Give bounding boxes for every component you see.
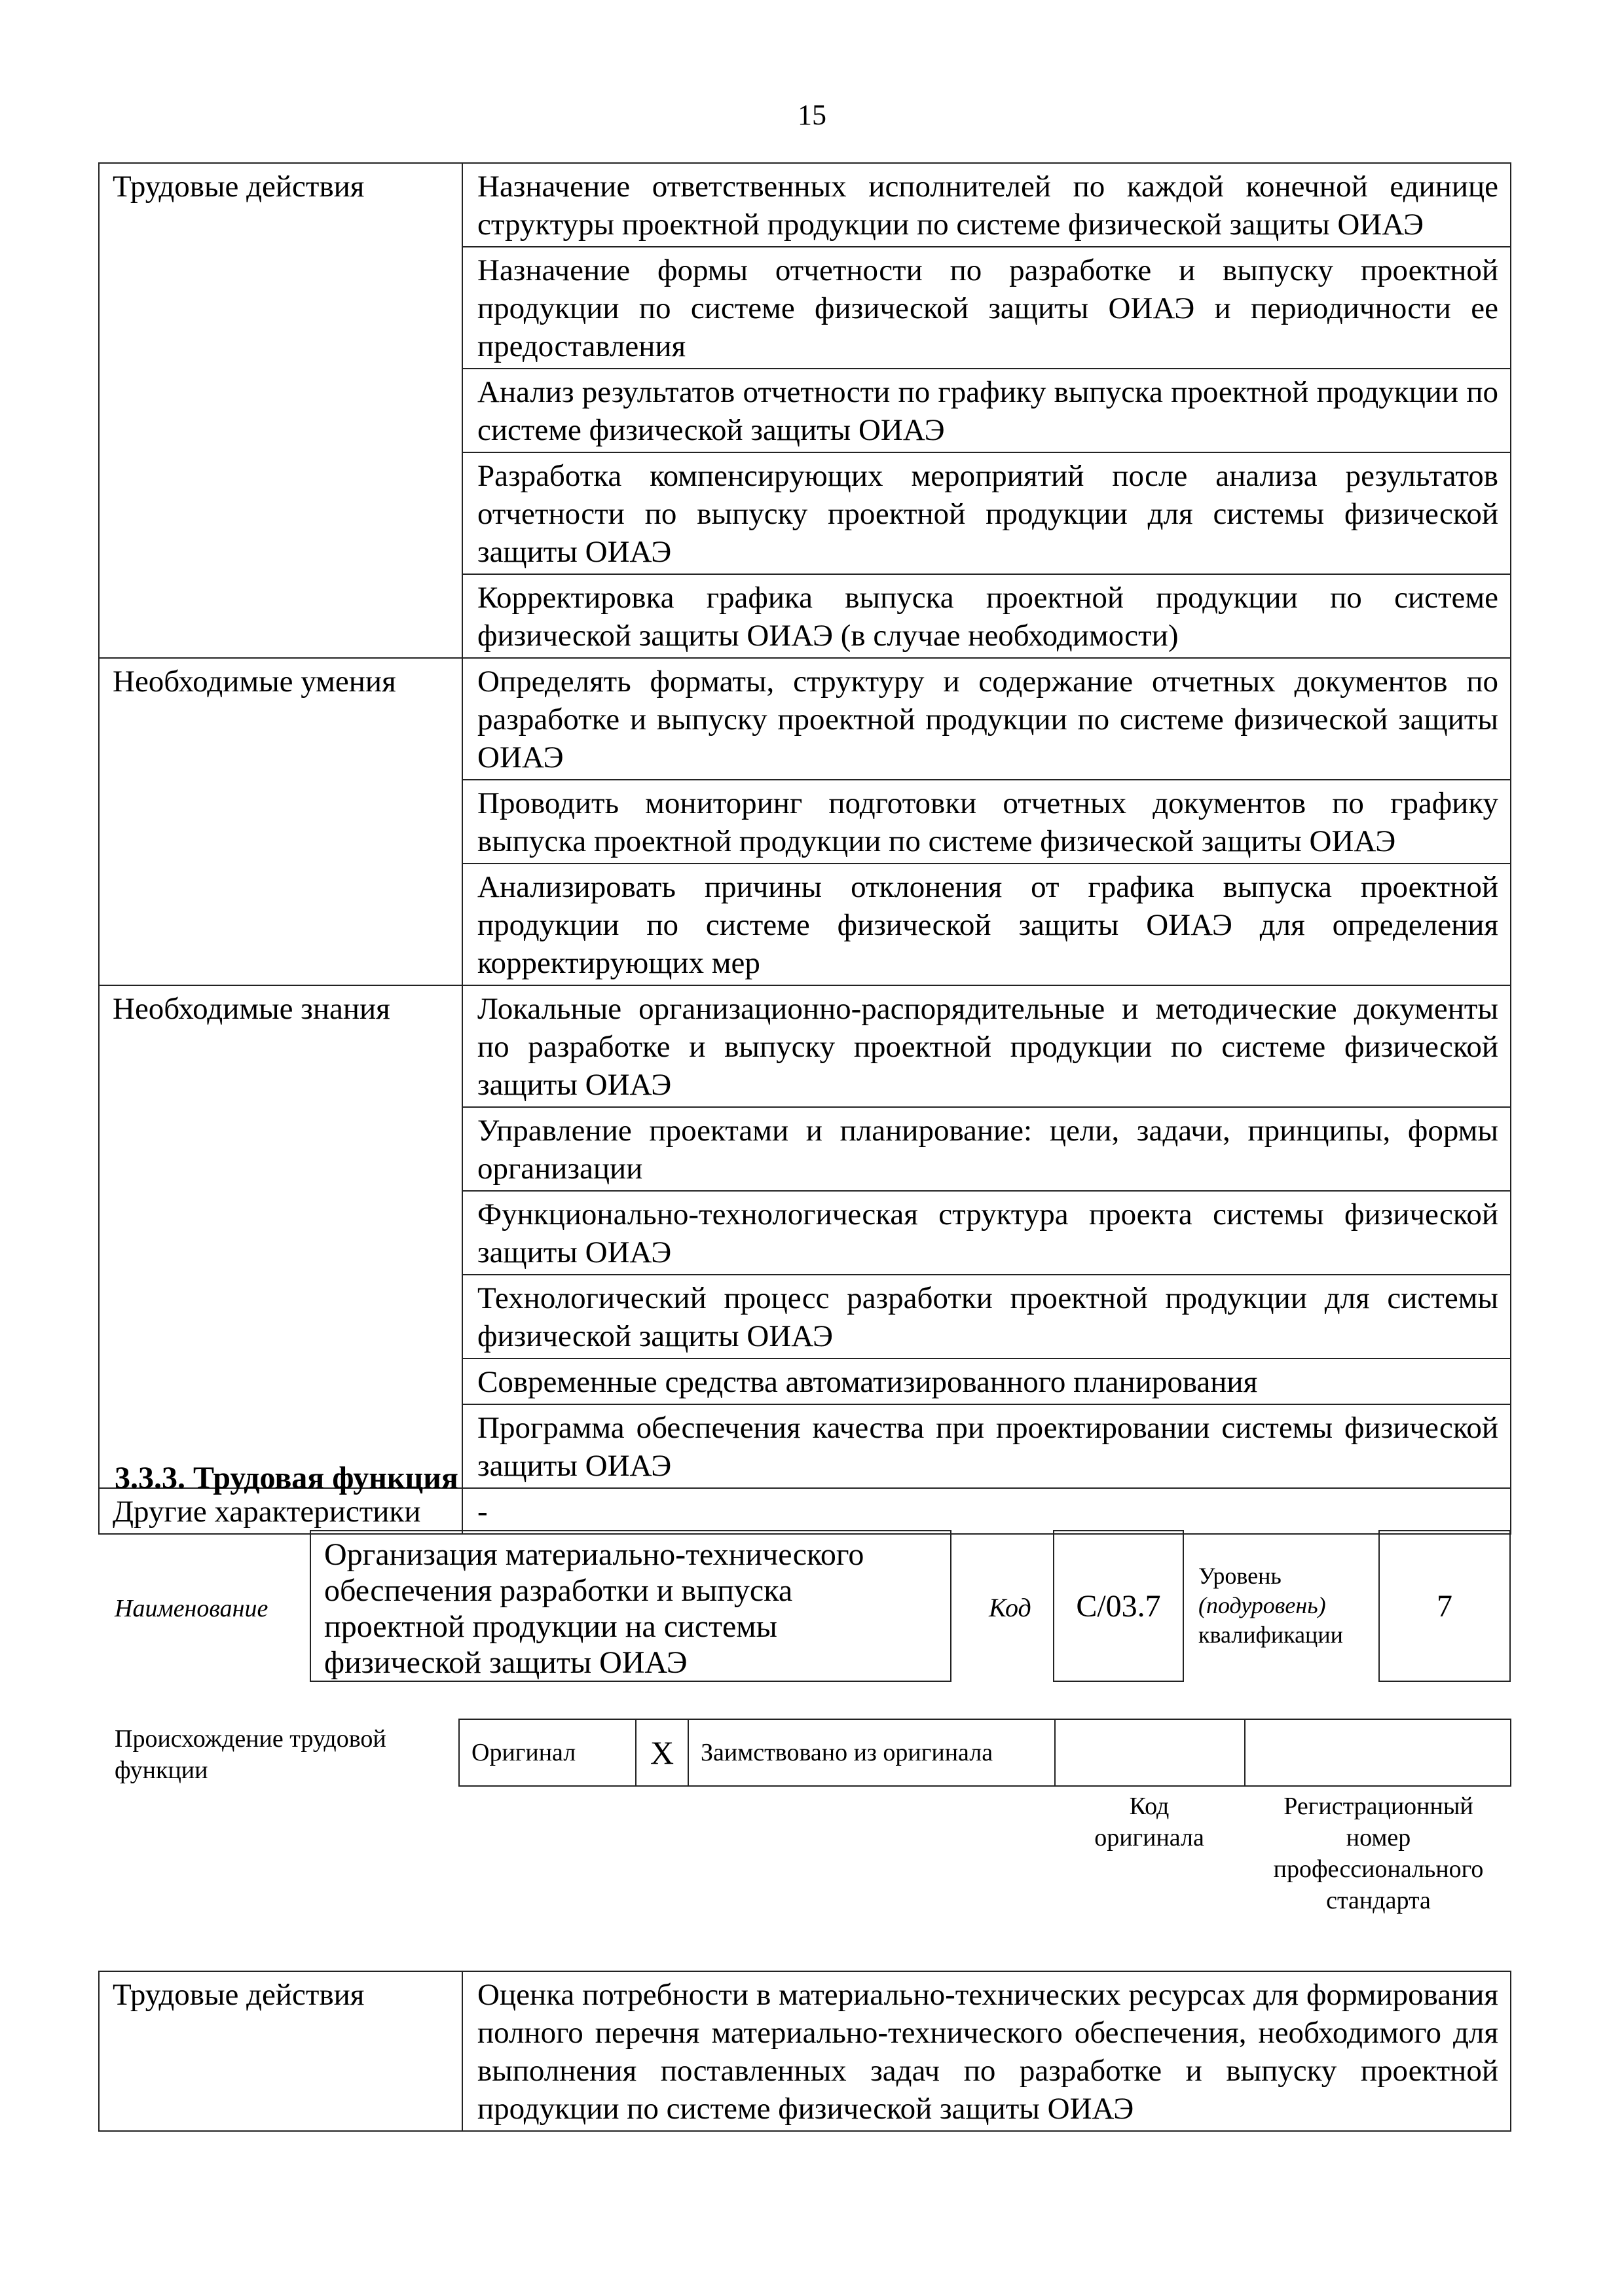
level-box xyxy=(1378,1530,1511,1682)
table-cell: Проводить мониторинг подготовки отчетных документов по графику выпуска проектной продукции по системе физической защиты ОИАЭ xyxy=(462,780,1511,864)
table-cell: Управление проектами и планирование: цели, задачи, принципы, формы организации xyxy=(462,1107,1511,1191)
origin-table xyxy=(458,1719,1511,1787)
table-cell: Оценка потребности в материально-технических ресурсах для формирования полного перечня материально-технического обеспечения, необходимого для выполнения поставленных задач по разработке и выпуску проектной продукции по системе физической защиты ОИАЭ xyxy=(462,1971,1511,2131)
level-label-line: (подуровень) xyxy=(1198,1592,1326,1618)
table-row xyxy=(99,658,1511,780)
origin-reg-cell xyxy=(1245,1719,1511,1786)
table-cell: Корректировка графика выпуска проектной продукции по системе физической защиты ОИАЭ (в случае необходимости) xyxy=(462,574,1511,658)
original-code-caption xyxy=(1054,1791,1244,1853)
table-cell: Назначение формы отчетности по разработке и выпуску проектной продукции по системе физической защиты ОИАЭ и периодичности ее предоставления xyxy=(462,247,1511,369)
caption-line: Код xyxy=(1129,1793,1170,1820)
code-value: C/03.7 xyxy=(1076,1588,1161,1624)
table-cell: Анализ результатов отчетности по графику выпуска проектной продукции по системе физической защиты ОИАЭ xyxy=(462,369,1511,452)
row-label-knowledge: Необходимые знания xyxy=(99,985,462,1488)
origin-mark: X xyxy=(636,1719,688,1786)
labor-actions-table xyxy=(98,1971,1511,2132)
table-cell: Современные средства автоматизированного планирования xyxy=(462,1358,1511,1404)
table-cell: Программа обеспечения качества при проектировании системы физической защиты ОИАЭ xyxy=(462,1404,1511,1488)
table-row xyxy=(99,985,1511,1107)
table-cell: Локальные организационно-распорядительные и методические документы по разработке и выпуску проектной продукции по системе физической защиты ОИАЭ xyxy=(462,985,1511,1107)
row-label-labor-actions: Трудовые действия xyxy=(99,1971,462,2131)
caption-line: оригинала xyxy=(1094,1824,1204,1851)
origin-label: Происхождение трудовой функции xyxy=(115,1725,386,1784)
section-heading: 3.3.3. Трудовая функция xyxy=(115,1461,458,1495)
caption-line: профессионального xyxy=(1273,1855,1484,1883)
row-label-other: Другие характеристики xyxy=(99,1488,462,1534)
row-label-labor-actions: Трудовые действия xyxy=(99,163,462,658)
level-value: 7 xyxy=(1437,1588,1452,1624)
row-label-skills: Необходимые умения xyxy=(99,658,462,985)
level-label-line: квалификации xyxy=(1198,1622,1343,1648)
code-label: Код xyxy=(989,1593,1031,1622)
table-row xyxy=(99,163,1511,247)
level-label xyxy=(1198,1561,1362,1650)
page-number: 15 xyxy=(798,99,826,131)
table-cell: Назначение ответственных исполнителей по каждой конечной единице структуры проектной продукции по системе физической защиты ОИАЭ xyxy=(462,163,1511,247)
labor-function-table xyxy=(98,162,1511,1535)
origin-original: Оригинал xyxy=(459,1719,636,1786)
table-cell: Анализировать причины отклонения от графика выпуска проектной продукции по системе физической защиты ОИАЭ для определения корректирующих мер xyxy=(462,864,1511,985)
origin-borrowed: Заимствовано из оригинала xyxy=(688,1719,1055,1786)
caption-line: стандарта xyxy=(1326,1887,1431,1914)
table-row xyxy=(459,1719,1511,1786)
origin-code-cell xyxy=(1055,1719,1245,1786)
table-cell: Технологический процесс разработки проектной продукции для системы физической защиты ОИАЭ xyxy=(462,1275,1511,1358)
caption-line: Регистрационный xyxy=(1283,1793,1473,1820)
table-row xyxy=(99,1971,1511,2131)
table-cell: Определять форматы, структуру и содержание отчетных документов по разработке и выпуску проектной продукции по системе физической защиты ОИАЭ xyxy=(462,658,1511,780)
registration-number-caption xyxy=(1244,1791,1513,1916)
table-cell: Функционально-технологическая структура проекта системы физической защиты ОИАЭ xyxy=(462,1191,1511,1275)
caption-line: номер xyxy=(1346,1824,1411,1851)
function-name-box: Организация материально-технического обеспечения разработки и выпуска проектной продукции на системы физической защиты ОИАЭ xyxy=(310,1530,951,1682)
level-label-line: Уровень xyxy=(1198,1563,1282,1589)
name-label: Наименование xyxy=(115,1595,268,1622)
table-cell: Разработка компенсирующих мероприятий после анализа результатов отчетности по выпуску проектной продукции для системы физической защиты ОИАЭ xyxy=(462,452,1511,574)
table-cell: - xyxy=(462,1488,1511,1534)
code-box xyxy=(1053,1530,1184,1682)
